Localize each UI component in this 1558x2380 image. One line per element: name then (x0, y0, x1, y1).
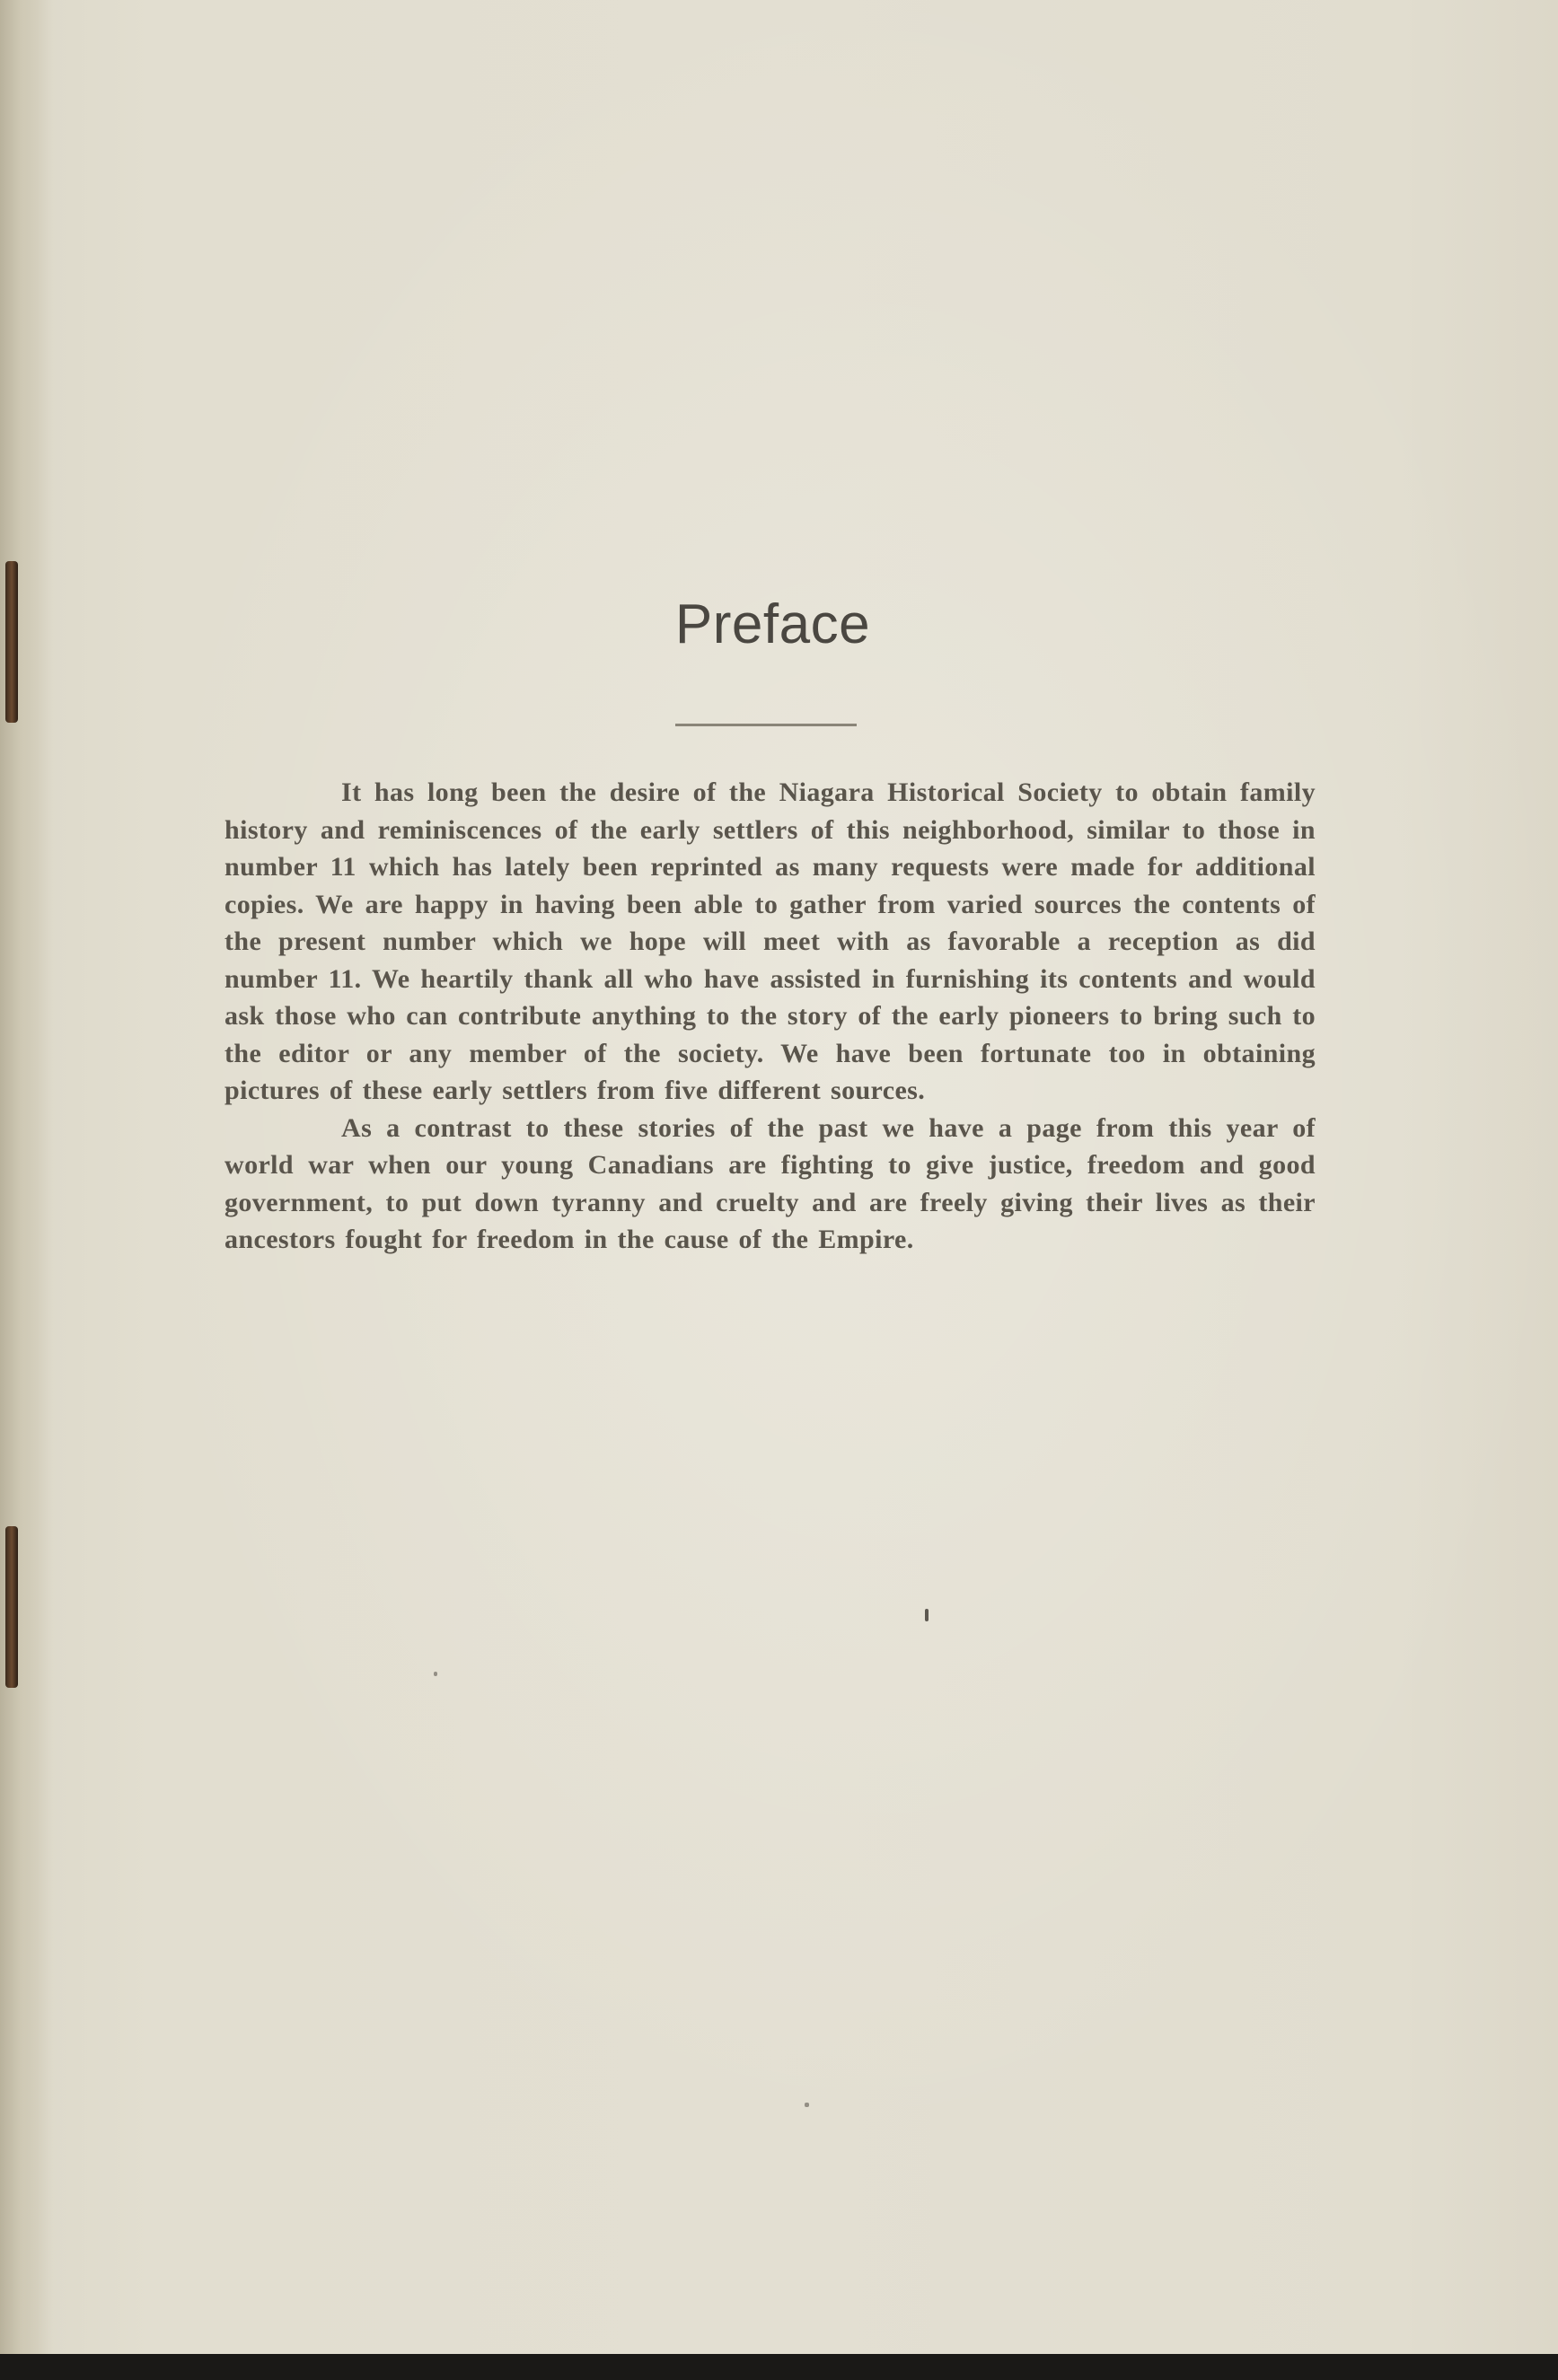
title-divider (675, 724, 857, 726)
scan-border (0, 2354, 1558, 2380)
preface-body (224, 774, 1316, 1259)
ink-speck (925, 1609, 929, 1621)
staple-mark-bottom (5, 1526, 18, 1688)
page-title: Preface (674, 593, 871, 655)
binding-edge (0, 0, 54, 2354)
ink-speck (805, 2103, 809, 2107)
paragraph-2: As a contrast to these stories of the past we have a page from this year of world war when our young Canadians are fighting to give justice, freedom and good government, to put down tyranny and cruelty and are freely giving their lives as their ancestors fought for freedom in the cause of the Empire. (224, 1112, 1316, 1254)
ink-speck (434, 1672, 437, 1676)
paragraph-1: It has long been the desire of the Niagara Historical Society to obtain family history and reminiscences of the early settlers of this neighborhood, similar to those in number 11 which has lately been reprinted as many requests were made for additional copies. We are happy in having been able to gather from varied sources the contents of the present number which we hope will meet with as favorable a reception as did number 11. We heartily thank all who have assisted in furnishing its contents and would ask those who can contribute anything to the story of the early pioneers to bring such to the editor or any member of the society. We have been fortunate too in obtaining pictures of these early settlers from five different sources. (224, 777, 1316, 1105)
